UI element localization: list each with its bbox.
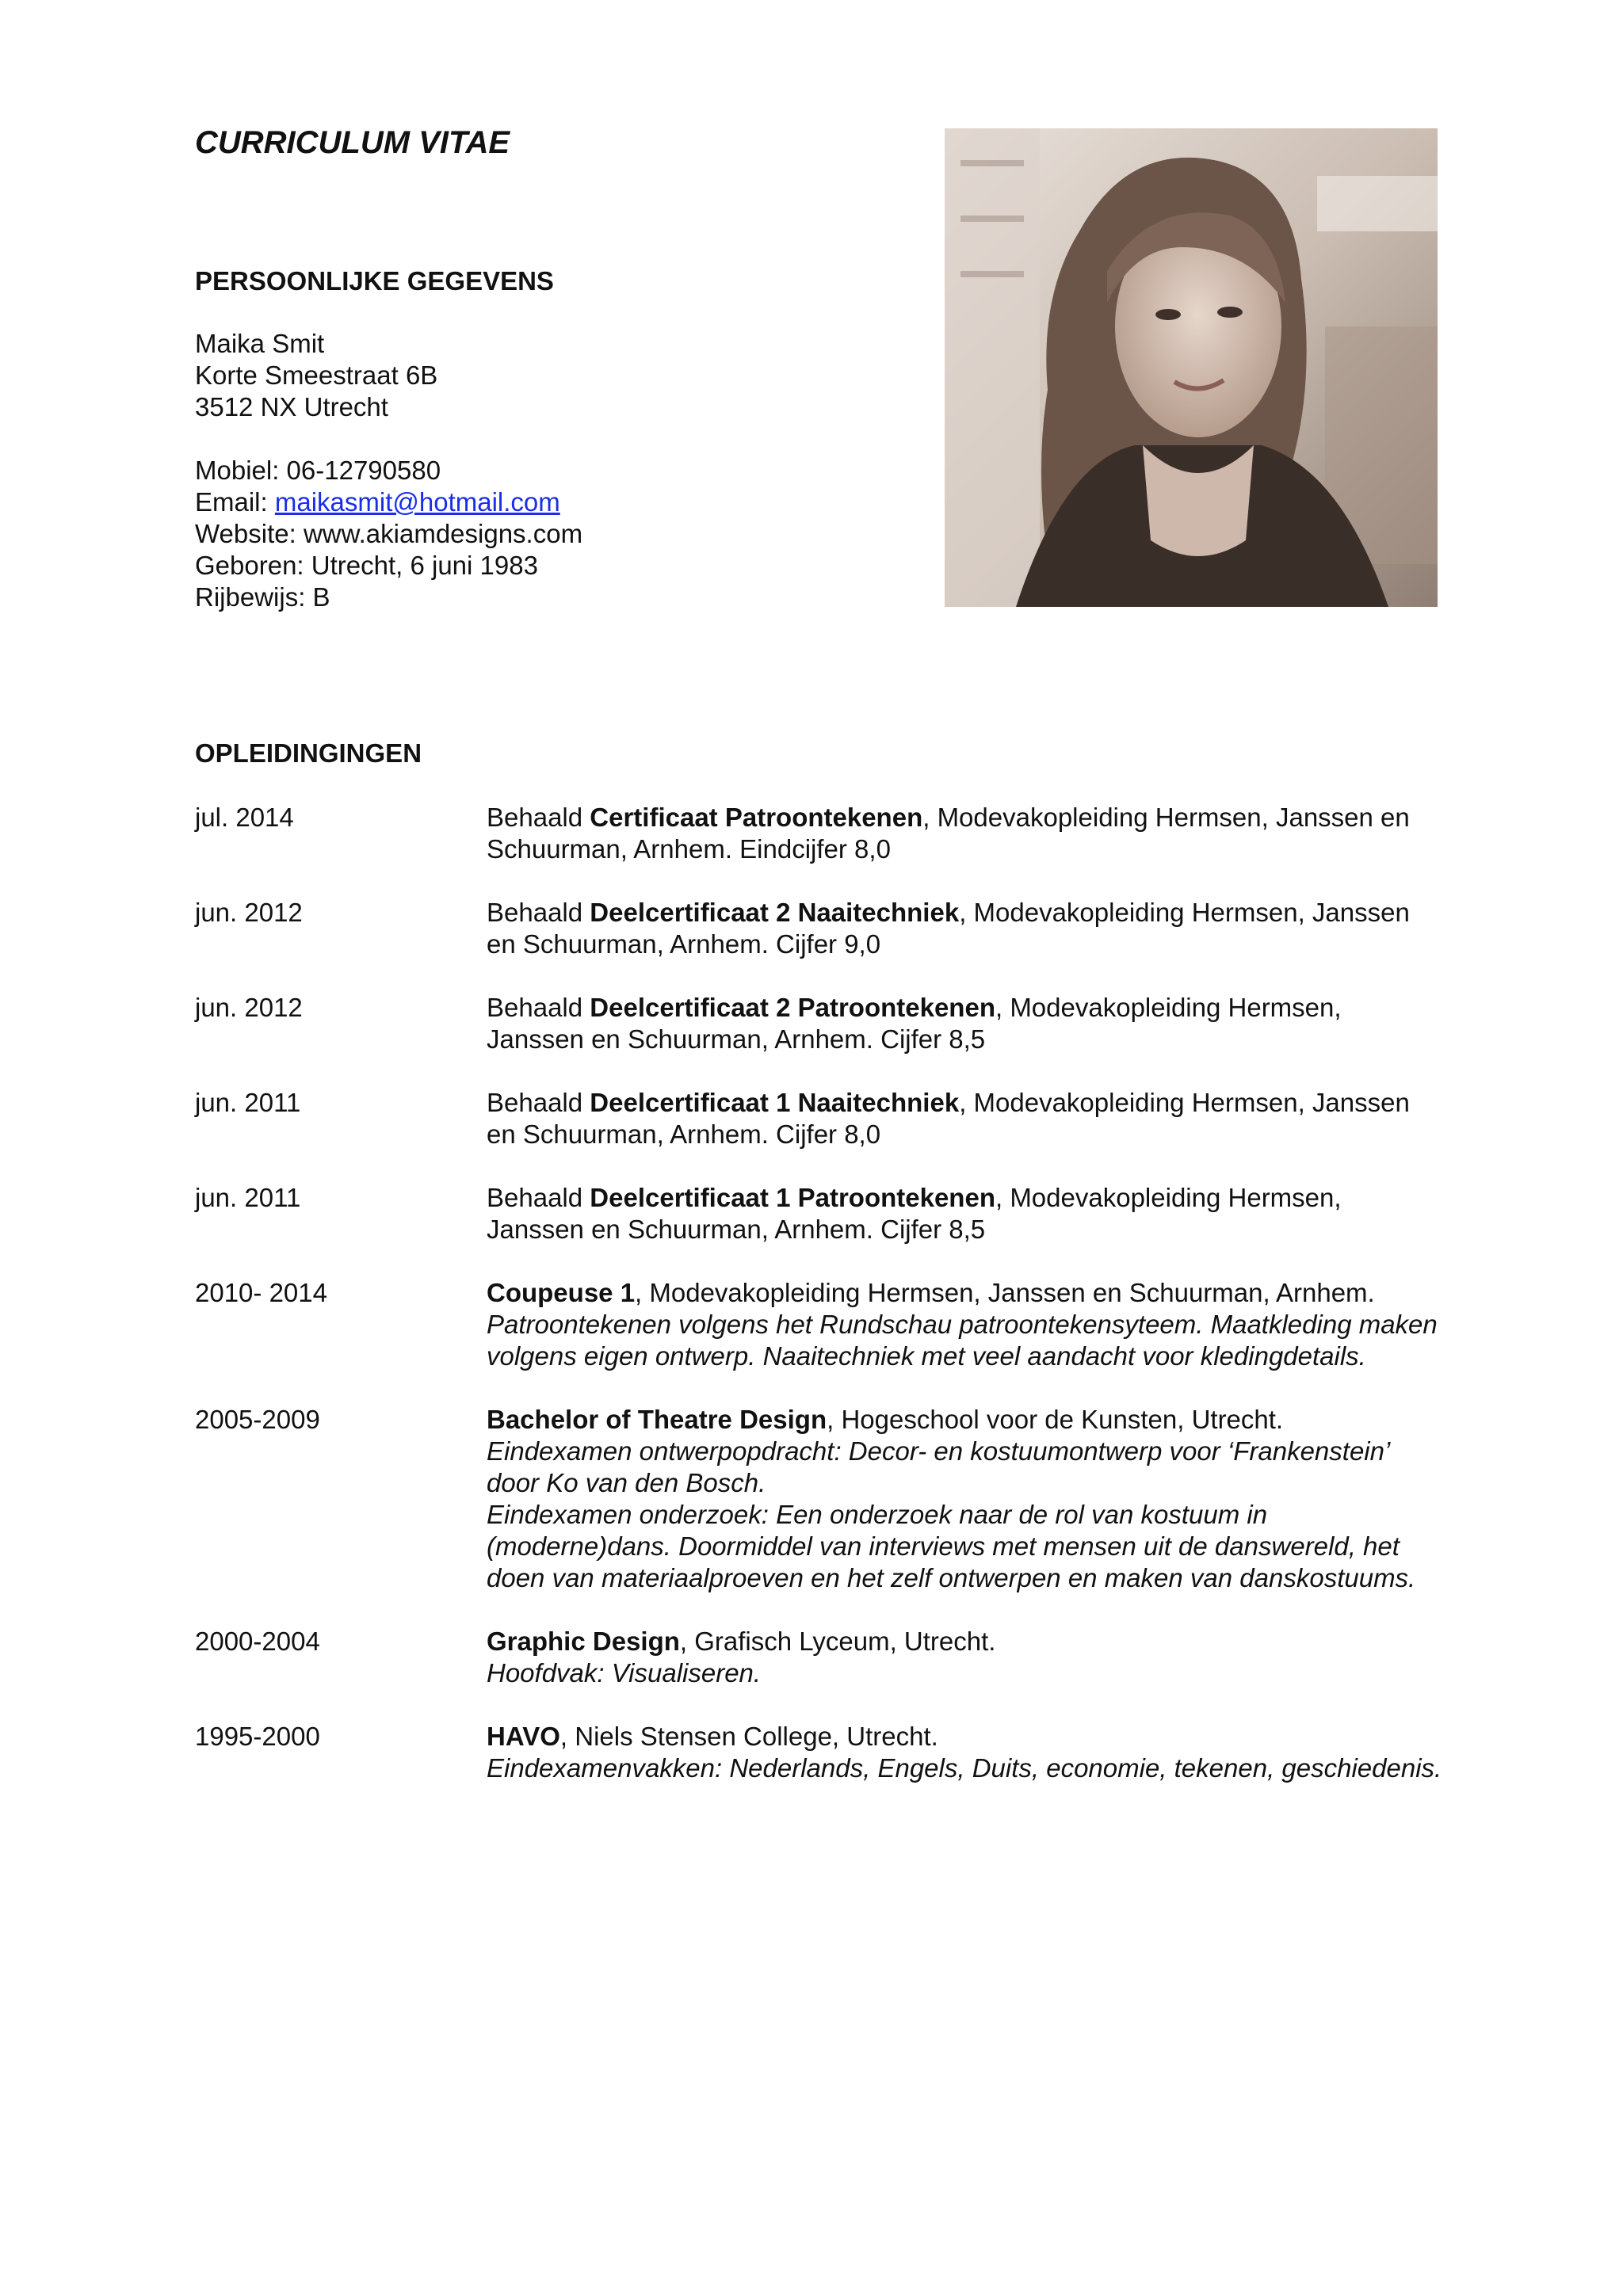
education-date: 2005-2009 [195,1405,320,1434]
education-institution: , Hogeschool voor de Kunsten, Utrecht. [827,1405,1284,1434]
education-institution: , Modevakopleiding Hermsen, Janssen en Schuurman, Arnhem. Cijfer 9,0 [487,898,1410,959]
education-description [487,1182,1445,1245]
education-notes: Eindexamenvakken: Nederlands, Engels, Duits, economie, tekenen, geschiedenis. [487,1753,1442,1783]
education-description [487,992,1445,1055]
education-item [195,1277,1447,1372]
education-description [487,802,1445,865]
education-description [487,1626,1445,1689]
education-date: 2010- 2014 [195,1278,327,1307]
education-qualification: Bachelor of Theatre Design [487,1405,827,1434]
person-name: Maika Smit [195,329,325,358]
address-street: Korte Smeestraat 6B [195,360,438,390]
education-institution: , Modevakopleiding Hermsen, Janssen en Schuurman, Arnhem. [635,1278,1375,1307]
education-qualification: HAVO [487,1722,560,1751]
education-institution: , Modevakopleiding Hermsen, Janssen en Schuurman, Arnhem. Cijfer 8,5 [487,1183,1342,1244]
education-description [487,897,1445,960]
email-link[interactable]: maikasmit@hotmail.com [274,487,560,517]
education-date: 1995-2000 [195,1722,320,1751]
email-line [195,486,908,518]
education-prefix: Behaald [487,1088,590,1117]
education-notes: Eindexamen ontwerpopdracht: Decor- en kostuumontwerp voor ‘Frankenstein’ door Ko van den Bosch. [487,1436,1389,1497]
education-item [195,897,1447,960]
education-qualification: Deelcertificaat 1 Naaitechniek [590,1088,960,1117]
education-institution: , Grafisch Lyceum, Utrecht. [679,1627,996,1656]
education-institution: , Modevakopleiding Hermsen, Janssen en Schuurman, Arnhem. Cijfer 8,0 [487,1088,1410,1149]
education-prefix: Behaald [487,993,590,1022]
education-description [487,1087,1445,1150]
education-prefix: Behaald [487,1183,590,1212]
education-prefix: Behaald [487,898,590,927]
personal-details [195,328,908,613]
education-item [195,1404,1447,1594]
education-date: jul. 2014 [195,803,294,832]
education-notes: Eindexamen onderzoek: Een onderzoek naar de rol van kostuum in (moderne)dans. Doormiddel van interviews met mensen uit de danswereld, het doen van materiaalproeven en het zelf ontwerpen en maken van danskostuums. [487,1500,1416,1592]
education-notes: Hoofdvak: Visualiseren. [487,1658,762,1688]
education-notes: Patroontekenen volgens het Rundschau patroontekensyteem. Maatkleding maken volgens eigen ontwerp. Naaitechniek met veel aandacht voor kledingdetails. [487,1310,1438,1371]
birth-info: Geboren: Utrecht, 6 juni 1983 [195,551,538,580]
education-item [195,1182,1447,1245]
education-prefix: Behaald [487,803,590,832]
mobile-number: Mobiel: 06-12790580 [195,456,441,485]
personal-heading: PERSOONLIJKE GEGEVENS [195,266,554,296]
education-institution: , Modevakopleiding Hermsen, Janssen en Schuurman, Arnhem. Cijfer 8,5 [487,993,1342,1054]
education-date: jun. 2011 [195,1088,301,1117]
education-date: jun. 2011 [195,1183,301,1212]
education-item [195,1721,1447,1784]
driving-license: Rijbewijs: B [195,582,330,612]
email-label: Email: [195,487,275,517]
education-description [487,1277,1445,1372]
education-qualification: Coupeuse 1 [487,1278,636,1307]
website: Website: www.akiamdesigns.com [195,519,583,548]
education-item [195,1087,1447,1150]
education-date: 2000-2004 [195,1627,320,1656]
education-qualification: Deelcertificaat 2 Naaitechniek [590,898,960,927]
education-date: jun. 2012 [195,993,303,1022]
education-qualification: Certificaat Patroontekenen [590,803,923,832]
document-title: CURRICULUM VITAE [195,125,510,160]
education-description [487,1721,1445,1784]
education-institution: , Modevakopleiding Hermsen, Janssen en Schuurman, Arnhem. Eindcijfer 8,0 [487,803,1410,864]
education-qualification: Deelcertificaat 1 Patroontekenen [590,1183,995,1212]
portrait-photo [945,128,1438,607]
education-qualification: Graphic Design [487,1627,680,1656]
education-description [487,1404,1445,1594]
education-date: jun. 2012 [195,898,303,927]
education-qualification: Deelcertificaat 2 Patroontekenen [590,993,995,1022]
education-institution: , Niels Stensen College, Utrecht. [559,1722,938,1751]
address-city: 3512 NX Utrecht [195,392,388,421]
education-item [195,1626,1447,1689]
education-list [195,802,1447,1816]
education-item [195,802,1447,865]
education-heading: OPLEIDINGINGEN [195,738,422,768]
education-item [195,992,1447,1055]
